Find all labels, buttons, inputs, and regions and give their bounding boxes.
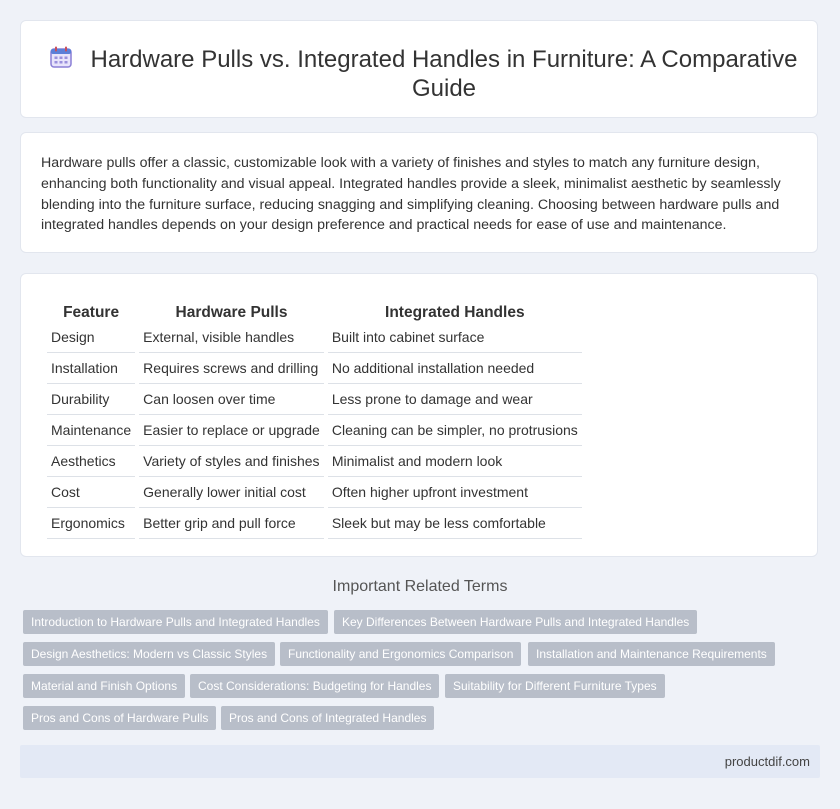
- column-header-feature: Feature: [63, 304, 120, 321]
- feature-cell: Cost: [47, 477, 135, 508]
- related-terms-heading: Important Related Terms: [332, 578, 508, 595]
- page-title: Hardware Pulls vs. Integrated Handles in Furniture: A Comparative Guide: [90, 46, 798, 102]
- tag-link[interactable]: Design Aesthetics: Modern vs Classic Styles: [23, 642, 275, 666]
- table-row: [47, 477, 582, 508]
- feature-cell: Installation: [47, 353, 135, 384]
- table-row: [47, 384, 582, 415]
- feature-cell: Ergonomics: [47, 508, 135, 539]
- tag-link[interactable]: Functionality and Ergonomics Comparison: [280, 642, 521, 666]
- column-header-hardware-pulls: Hardware Pulls: [175, 304, 288, 321]
- calendar-icon: [49, 45, 73, 69]
- feature-cell: Aesthetics: [47, 446, 135, 477]
- comparison-table-card: [20, 273, 818, 557]
- integrated-handles-cell: Cleaning can be simpler, no protrusions: [328, 415, 582, 446]
- hardware-pulls-cell: Can loosen over time: [139, 384, 324, 415]
- column-header-integrated-handles: Integrated Handles: [385, 304, 525, 321]
- hardware-pulls-cell: Generally lower initial cost: [139, 477, 324, 508]
- hardware-pulls-cell: External, visible handles: [139, 322, 324, 353]
- tag-link[interactable]: Installation and Maintenance Requirements: [528, 642, 775, 666]
- feature-cell: Durability: [47, 384, 135, 415]
- hardware-pulls-cell: Better grip and pull force: [139, 508, 324, 539]
- intro-card: [20, 132, 818, 253]
- tag-link[interactable]: Cost Considerations: Budgeting for Handles: [190, 674, 439, 698]
- hardware-pulls-cell: Easier to replace or upgrade: [139, 415, 324, 446]
- integrated-handles-cell: Minimalist and modern look: [328, 446, 582, 477]
- hardware-pulls-cell: Requires screws and drilling: [139, 353, 324, 384]
- tag-link[interactable]: Pros and Cons of Integrated Handles: [221, 706, 434, 730]
- table-row: [47, 446, 582, 477]
- feature-cell: Design: [47, 322, 135, 353]
- table-row: [47, 415, 582, 446]
- integrated-handles-cell: Sleek but may be less comfortable: [328, 508, 582, 539]
- integrated-handles-cell: No additional installation needed: [328, 353, 582, 384]
- footer: [20, 745, 820, 778]
- footer-site-name: productdif.com: [724, 754, 810, 769]
- feature-cell: Maintenance: [47, 415, 135, 446]
- table-row: [47, 322, 582, 353]
- table-row: [47, 353, 582, 384]
- comparison-table: [43, 294, 586, 539]
- table-header-row: [47, 294, 582, 322]
- table-row: [47, 508, 582, 539]
- integrated-handles-cell: Built into cabinet surface: [328, 322, 582, 353]
- hardware-pulls-cell: Variety of styles and finishes: [139, 446, 324, 477]
- tag-link[interactable]: Key Differences Between Hardware Pulls and Integrated Handles: [334, 610, 697, 634]
- tag-link[interactable]: Pros and Cons of Hardware Pulls: [23, 706, 216, 730]
- title-card: [20, 20, 818, 118]
- integrated-handles-cell: Less prone to damage and wear: [328, 384, 582, 415]
- tag-link[interactable]: Material and Finish Options: [23, 674, 185, 698]
- integrated-handles-cell: Often higher upfront investment: [328, 477, 582, 508]
- tag-link[interactable]: Introduction to Hardware Pulls and Integrated Handles: [23, 610, 328, 634]
- tag-link[interactable]: Suitability for Different Furniture Types: [445, 674, 665, 698]
- intro-text: Hardware pulls offer a classic, customizable look with a variety of finishes and styles to match any furniture design, enhancing both functionality and visual appeal. Integrated handles provide a sleek, minimalist aesthetic by seamlessly blending into the furniture surface, reducing snagging and simplifying cleaning. Choosing between hardware pulls and integrated handles depends on your design preference and practical needs for ease of use and maintenance.: [41, 155, 781, 234]
